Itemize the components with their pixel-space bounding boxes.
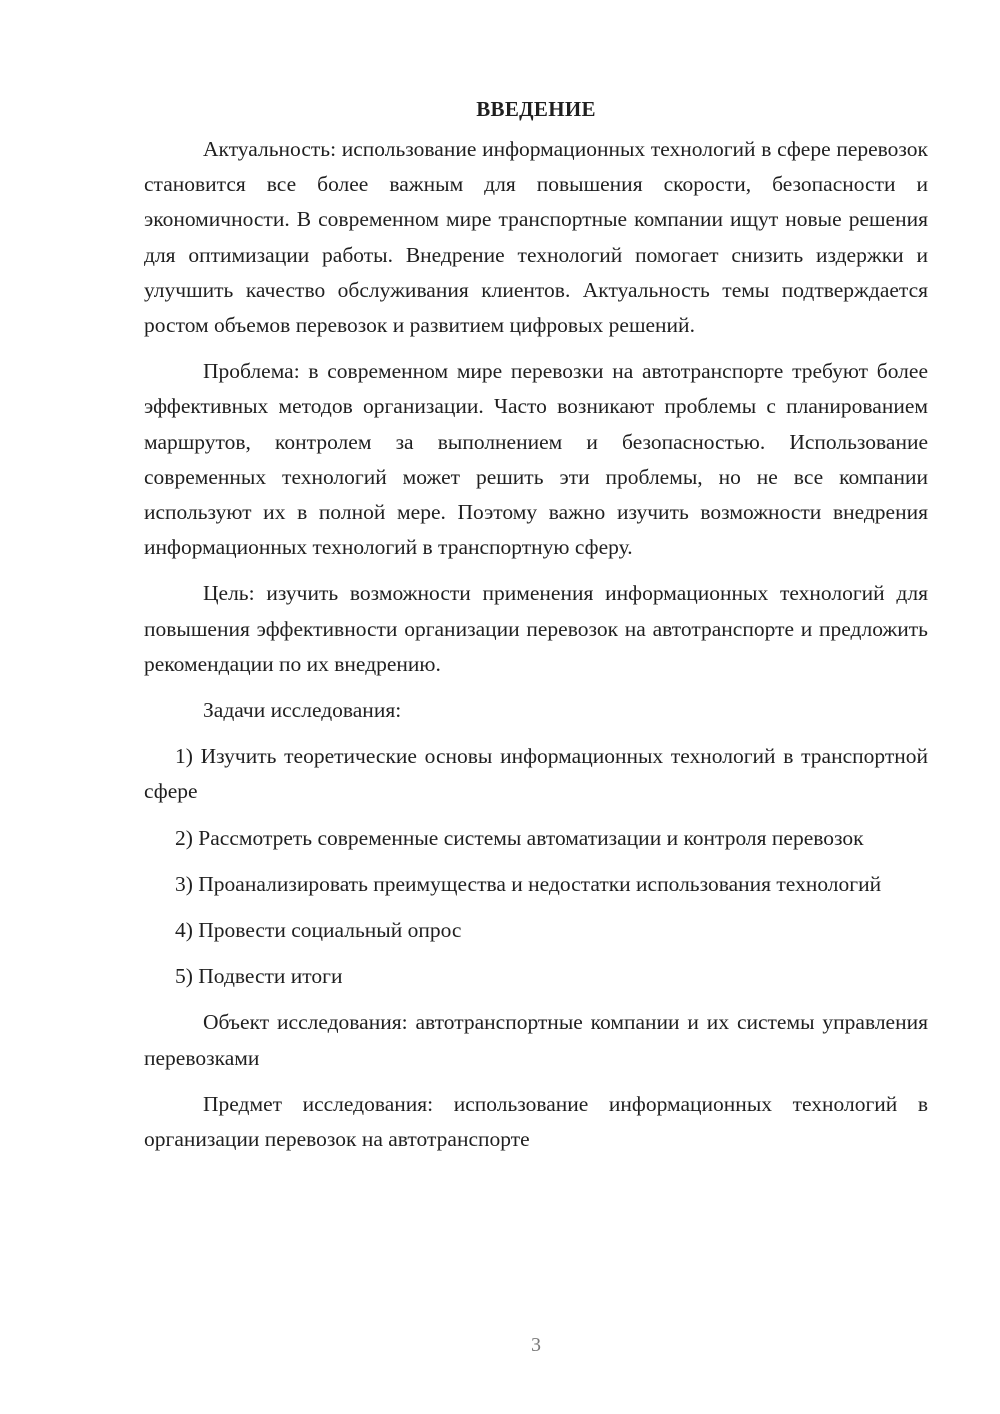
relevance-paragraph: Актуальность: использование информационных технологий в сфере перевозок становится все более важным для повышения скорости, безопасности и экономичности. В современном мире транспортные компании ищут новые решения для оптимизации работы. Внедрение технологий помогает снизить издержки и улучшить качество обслуживания клиентов. Актуальность темы подтверждается ростом объемов перевозок и развитием цифровых решений. (144, 137, 928, 338)
task-item-2: 2) Рассмотреть современные системы автоматизации и контроля перевозок (175, 825, 864, 850)
problem-paragraph: Проблема: в современном мире перевозки на автотранспорте требуют более эффективных методов организации. Часто возникают проблемы с планированием маршрутов, контролем за выполнением и безопасностью. Использование современных технологий может решить эти проблемы, но не все компании используют их в полной мере. Поэтому важно изучить возможности внедрения информационных технологий в транспортную сферу. (144, 359, 928, 560)
task-item-4: 4) Провести социальный опрос (175, 918, 462, 943)
page-title: ВВЕДЕНИЕ (476, 97, 596, 121)
task-item-5: 5) Подвести итоги (175, 964, 343, 989)
goal-paragraph: Цель: изучить возможности применения информационных технологий для повышения эффективности организации перевозок на автотранспорте и предложить рекомендации по их внедрению. (144, 581, 928, 676)
task-item-1: 1) Изучить теоретические основы информационных технологий в транспортной сфере (144, 744, 928, 804)
object-paragraph: Объект исследования: автотранспортные компании и их системы управления перевозками (144, 1010, 928, 1070)
tasks-heading: Задачи исследования: (203, 698, 402, 723)
subject-paragraph: Предмет исследования: использование информационных технологий в организации перевозок на автотранспорте (144, 1091, 928, 1152)
task-item-3: 3) Проанализировать преимущества и недостатки использования технологий (175, 871, 882, 896)
page-number: 3 (531, 1334, 541, 1356)
document-page (144, 92, 928, 1168)
